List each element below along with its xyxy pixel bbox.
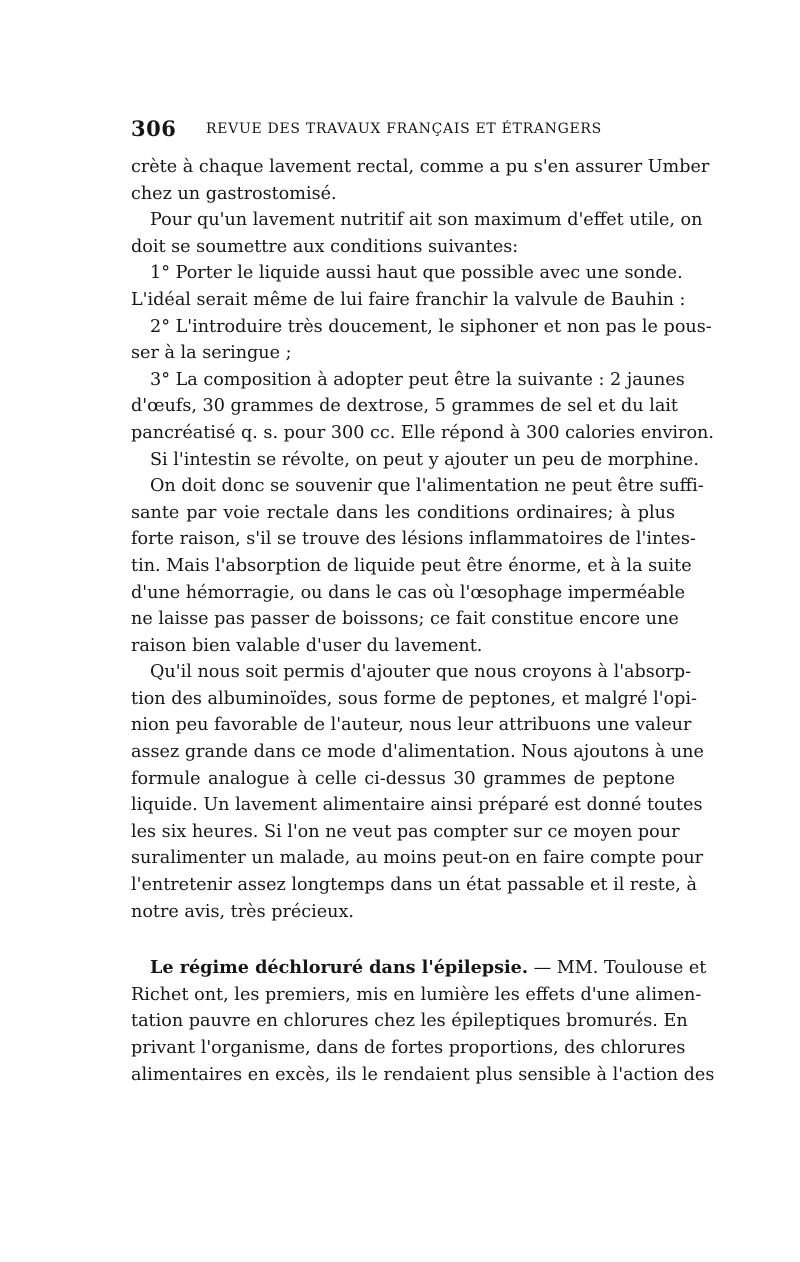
text-line: pancréatisé q. s. pour 300 cc. Elle répond à 300 calories environ. <box>131 422 714 443</box>
text-line: suralimenter un malade, au moins peut-on en faire compte pour <box>131 848 704 869</box>
text-line: d'une hémorragie, ou dans le cas où l'œsophage imperméable <box>131 582 686 603</box>
text-line: 3° La composition à adopter peut être la suivante : 2 jaunes <box>150 369 685 390</box>
text-line: 1° Porter le liquide aussi haut que possible avec une sonde. <box>150 263 683 284</box>
text-line: tin. Mais l'absorption de liquide peut être énorme, et à la suite <box>131 555 692 576</box>
text-line: privant l'organisme, dans de fortes proportions, des chlorures <box>131 1038 686 1058</box>
text-line: L'idéal serait même de lui faire franchir la valvule de Bauhin : <box>131 289 686 310</box>
text-line: forte raison, s'il se trouve des lésions inflammatoires de l'intes- <box>131 529 696 550</box>
text-line: tation pauvre en chlorures chez les épileptiques bromurés. En <box>131 1011 688 1032</box>
text-line: l'entretenir assez longtemps dans un état passable et il reste, à <box>131 875 697 896</box>
section-gap <box>131 925 675 955</box>
section-first-line-text: — MM. Toulouse et <box>528 958 707 979</box>
section-first-line <box>131 955 707 982</box>
running-title: REVUE DES TRAVAUX FRANÇAIS ET ÉTRANGERS <box>206 121 602 137</box>
text-line: d'œufs, 30 grammes de dextrose, 5 grammes de sel et du lait <box>131 396 679 417</box>
text-line: tion des albuminoïdes, sous forme de peptones, et malgré l'opi- <box>131 688 698 709</box>
text-line: doit se soumettre aux conditions suivantes: <box>131 236 519 257</box>
text-line: formule analogue à celle ci-dessus 30 grammes de peptone <box>131 768 675 789</box>
text-line: chez un gastrostomisé. <box>131 183 337 204</box>
text-line: Pour qu'un lavement nutritif ait son maximum d'effet utile, on <box>150 210 703 231</box>
text-line: raison bien valable d'user du lavement. <box>131 635 483 656</box>
text-line: sante par voie rectale dans les conditions ordinaires; à plus <box>131 502 675 523</box>
page-header <box>131 116 675 146</box>
text-line: Si l'intestin se révolte, on peut y ajouter un peu de morphine. <box>150 449 699 470</box>
text-line: crète à chaque lavement rectal, comme a pu s'en assurer Umber <box>131 157 710 177</box>
text-line: les six heures. Si l'on ne veut pas compter sur ce moyen pour <box>131 821 680 842</box>
text-line: assez grande dans ce mode d'alimentation. Nous ajoutons à une <box>131 742 704 763</box>
text-line: Richet ont, les premiers, mis en lumière les effets d'une alimen- <box>131 984 702 1005</box>
text-line: notre avis, très précieux. <box>131 901 355 922</box>
section-heading: Le régime déchloruré dans l'épilepsie. <box>150 957 528 979</box>
text-line: ne laisse pas passer de boissons; ce fait constitue encore une <box>131 609 679 630</box>
text-line: liquide. Un lavement alimentaire ainsi préparé est donné toutes <box>131 795 703 816</box>
text-line: On doit donc se souvenir que l'alimentation ne peut être suffi- <box>150 476 704 497</box>
body-text <box>131 154 715 1088</box>
page-number: 306 <box>131 116 177 141</box>
text-line: nion peu favorable de l'auteur, nous leur attribuons une valeur <box>131 715 692 736</box>
text-line: ser à la seringue ; <box>131 343 292 364</box>
text-line: Qu'il nous soit permis d'ajouter que nous croyons à l'absorp- <box>150 662 692 683</box>
text-line: 2° L'introduire très doucement, le siphoner et non pas le pous- <box>150 316 712 337</box>
text-line: alimentaires en excès, ils le rendaient plus sensible à l'action des <box>131 1064 715 1085</box>
